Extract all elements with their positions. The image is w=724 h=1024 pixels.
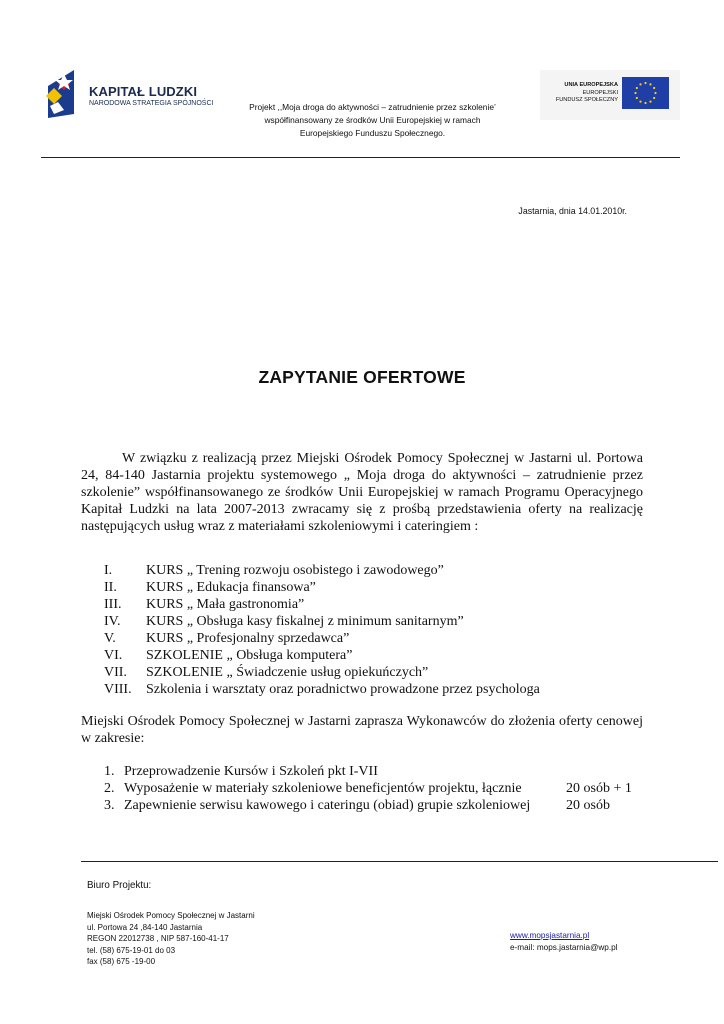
participant-count: 20 osób + 1 bbox=[566, 781, 632, 796]
list-item bbox=[104, 613, 624, 630]
project-description bbox=[230, 101, 515, 140]
project-line: współfinansowany ze środków Unii Europejskiej w ramach bbox=[264, 115, 481, 125]
eu-flag-icon bbox=[622, 77, 669, 109]
project-line: Projekt ,,Moja droga do aktywności – zatrudnienie przez szkolenie’ bbox=[249, 102, 496, 112]
list-number: 1. bbox=[104, 764, 115, 779]
list-number: I. bbox=[104, 563, 113, 578]
list-text: KURS „ Edukacja finansowa” bbox=[146, 580, 316, 595]
list-item bbox=[104, 780, 664, 797]
list-number: 3. bbox=[104, 798, 115, 813]
eu-star-icon bbox=[639, 83, 641, 85]
list-item bbox=[104, 681, 624, 698]
project-line: Europejskiego Funduszu Społecznego. bbox=[299, 128, 446, 138]
list-item bbox=[104, 763, 664, 780]
list-number: III. bbox=[104, 597, 122, 612]
document-title: ZAPYTANIE OFERTOWE bbox=[258, 367, 466, 387]
list-number: VIII. bbox=[104, 682, 132, 697]
eu-logo bbox=[540, 70, 680, 120]
footer-address bbox=[87, 910, 255, 968]
eu-line: EUROPEJSKI bbox=[582, 89, 618, 96]
address-line: Miejski Ośrodek Pomocy Społecznej w Jastarni bbox=[87, 911, 255, 920]
list-number: IV. bbox=[104, 614, 121, 629]
list-item bbox=[104, 596, 624, 613]
list-text: SZKOLENIE „ Świadczenie usług opiekuńczych” bbox=[146, 665, 429, 680]
kapital-ludzki-logo bbox=[44, 66, 224, 122]
footer-contact bbox=[510, 930, 618, 953]
email-text: e-mail: mops.jastarnia@wp.pl bbox=[510, 942, 618, 952]
scope-list bbox=[104, 763, 664, 814]
list-number: VII. bbox=[104, 665, 127, 680]
list-item bbox=[104, 579, 624, 596]
course-list bbox=[104, 562, 624, 698]
list-text: KURS „ Trening rozwoju osobistego i zawodowego” bbox=[146, 563, 444, 578]
eu-star-icon bbox=[644, 82, 646, 84]
list-text: Przeprowadzenie Kursów i Szkoleń pkt I-VII bbox=[124, 764, 378, 779]
list-item bbox=[104, 630, 624, 647]
list-item bbox=[104, 797, 664, 814]
list-item bbox=[104, 562, 624, 579]
eu-line: FUNDUSZ SPOŁECZNY bbox=[555, 97, 618, 103]
eu-star-icon bbox=[636, 97, 638, 99]
kapital-ludzki-emblem-icon bbox=[44, 66, 80, 120]
eu-star-icon bbox=[649, 83, 651, 85]
kapital-ludzki-title: KAPITAŁ LUDZKI bbox=[89, 84, 198, 99]
footer-office-label: Biuro Projektu: bbox=[87, 880, 152, 891]
participant-count: 20 osób bbox=[566, 798, 610, 813]
list-text: Szkolenia i warsztaty oraz poradnictwo prowadzone przez psychologa bbox=[146, 682, 540, 697]
eu-flag-field bbox=[622, 77, 669, 109]
eu-logo-text bbox=[556, 82, 618, 105]
eu-line: UNIA EUROPEJSKA bbox=[564, 82, 618, 88]
eu-star-icon bbox=[636, 87, 638, 89]
invitation-paragraph: Miejski Ośrodek Pomocy Społecznej w Jastarni zaprasza Wykonawców do złożenia oferty cenowej w zakresie: bbox=[81, 714, 643, 746]
eu-star-icon bbox=[653, 87, 655, 89]
eu-star-icon bbox=[654, 92, 656, 94]
address-line: REGON 22012738 , NIP 587-160-41-17 bbox=[87, 934, 229, 943]
eu-star-icon bbox=[639, 101, 641, 103]
header-divider bbox=[41, 157, 680, 158]
address-line: tel. (58) 675-19-01 do 03 bbox=[87, 945, 176, 955]
list-text: Zapewnienie serwisu kawowego i cateringu (obiad) grupie szkoleniowej bbox=[124, 798, 531, 813]
address-line: ul. Portowa 24 ,84-140 Jastarnia bbox=[87, 922, 203, 932]
list-item bbox=[104, 647, 624, 664]
list-text: SZKOLENIE „ Obsługa komputera” bbox=[146, 648, 353, 663]
list-number: VI. bbox=[104, 648, 123, 663]
address-line: fax (58) 675 -19-00 bbox=[87, 957, 156, 966]
eu-star-icon bbox=[644, 102, 646, 104]
intro-paragraph: W związku z realizacją przez Miejski Ośrodek Pomocy Społecznej w Jastarni ul. Portowa 24, 84-140 Jastarnia projektu systemowego „ Moja droga do aktywności – zatrudnienie przez szkolenie” współfinansowanego ze środków Unii Europejskiej w ramach Programu Operacyjnego Kapitał Ludzki na lata 2007-2013 zwracamy się z prośbą przedstawienia oferty na realizację następujących usług wraz z materiałami szkoleniowymi i cateringiem : bbox=[81, 451, 643, 534]
kapital-ludzki-subtitle: NARODOWA STRATEGIA SPÓJNOŚCI bbox=[89, 100, 214, 107]
footer-divider bbox=[81, 861, 718, 862]
list-number: 2. bbox=[104, 781, 115, 796]
list-text: Wyposażenie w materiały szkoleniowe beneficjentów projektu, łącznie bbox=[124, 781, 522, 796]
list-text: KURS „ Obsługa kasy fiskalnej z minimum sanitarnym” bbox=[146, 614, 464, 629]
website-link[interactable]: www.mopsjastarnia.pl bbox=[510, 931, 590, 940]
list-text: KURS „ Mała gastronomia” bbox=[146, 597, 305, 612]
document-date: Jastarnia, dnia 14.01.2010r. bbox=[518, 206, 627, 216]
list-item bbox=[104, 664, 624, 681]
list-text: KURS „ Profesjonalny sprzedawca” bbox=[146, 631, 350, 646]
eu-star-icon bbox=[649, 101, 651, 103]
list-number: V. bbox=[104, 631, 116, 646]
eu-star-icon bbox=[634, 92, 636, 94]
list-number: II. bbox=[104, 580, 117, 595]
eu-star-icon bbox=[653, 97, 655, 99]
